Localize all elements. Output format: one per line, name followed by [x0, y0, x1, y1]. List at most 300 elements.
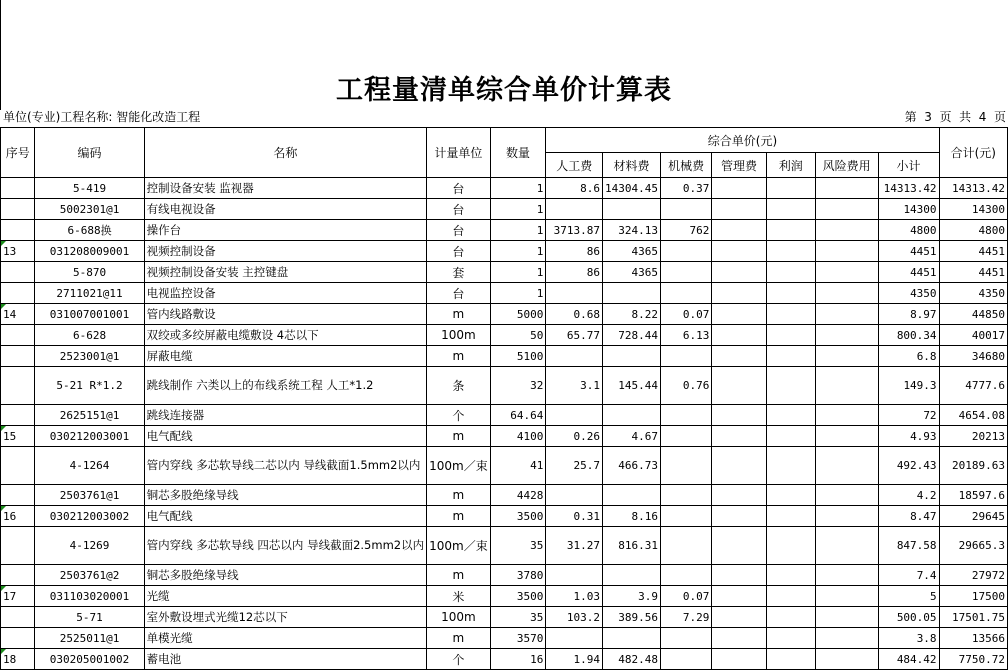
cell-code[interactable]	[35, 405, 144, 426]
cell-total[interactable]	[939, 586, 1007, 607]
table-row[interactable]	[1, 325, 1008, 346]
cell-unit[interactable]	[427, 527, 491, 565]
cell-seq[interactable]	[1, 527, 35, 565]
cell-seq[interactable]	[1, 304, 35, 325]
cell-unit[interactable]	[427, 447, 491, 485]
cell-profit[interactable]	[766, 405, 815, 426]
cell-labor[interactable]	[546, 283, 603, 304]
cell-seq[interactable]	[1, 586, 35, 607]
cell-code[interactable]	[35, 649, 144, 670]
cell-profit[interactable]	[766, 325, 815, 346]
cell-subtotal[interactable]	[878, 241, 939, 262]
cell-management[interactable]	[712, 325, 766, 346]
cell-machine[interactable]	[660, 447, 711, 485]
table-row[interactable]	[1, 447, 1008, 485]
cell-machine[interactable]	[660, 426, 711, 447]
cell-risk[interactable]	[815, 649, 878, 670]
cell-machine[interactable]	[660, 405, 711, 426]
cell-machine[interactable]	[660, 199, 711, 220]
table-row[interactable]	[1, 220, 1008, 241]
cell-management[interactable]	[712, 405, 766, 426]
cell-seq[interactable]	[1, 346, 35, 367]
cell-labor[interactable]	[546, 325, 603, 346]
cell-material[interactable]	[603, 485, 661, 506]
cell-risk[interactable]	[815, 262, 878, 283]
cell-seq[interactable]	[1, 367, 35, 405]
cell-profit[interactable]	[766, 283, 815, 304]
cell-management[interactable]	[712, 607, 766, 628]
cell-seq[interactable]	[1, 405, 35, 426]
cell-labor[interactable]	[546, 220, 603, 241]
cell-seq[interactable]	[1, 199, 35, 220]
cell-total[interactable]	[939, 283, 1007, 304]
cell-risk[interactable]	[815, 586, 878, 607]
cell-material[interactable]	[603, 565, 661, 586]
cell-profit[interactable]	[766, 220, 815, 241]
cell-quantity[interactable]	[490, 506, 546, 527]
table-row[interactable]	[1, 199, 1008, 220]
cell-name[interactable]	[144, 367, 426, 405]
cell-name[interactable]	[144, 447, 426, 485]
cell-code[interactable]	[35, 565, 144, 586]
cell-risk[interactable]	[815, 426, 878, 447]
cell-quantity[interactable]	[490, 607, 546, 628]
cell-code[interactable]	[35, 447, 144, 485]
cell-code[interactable]	[35, 262, 144, 283]
table-row[interactable]	[1, 649, 1008, 670]
cell-subtotal[interactable]	[878, 304, 939, 325]
cell-machine[interactable]	[660, 586, 711, 607]
cell-labor[interactable]	[546, 506, 603, 527]
cell-name-text: 单模光缆	[146, 630, 193, 645]
cell-labor[interactable]	[546, 426, 603, 447]
cell-profit[interactable]	[766, 586, 815, 607]
cell-quantity[interactable]	[490, 527, 546, 565]
cell-material[interactable]	[603, 304, 661, 325]
cell-machine[interactable]	[660, 506, 711, 527]
cell-machine[interactable]	[660, 565, 711, 586]
cell-unit[interactable]	[427, 367, 491, 405]
cell-seq[interactable]	[1, 628, 35, 649]
cell-risk[interactable]	[815, 304, 878, 325]
cell-code[interactable]	[35, 485, 144, 506]
cell-name[interactable]	[144, 241, 426, 262]
cell-management[interactable]	[712, 262, 766, 283]
table-row[interactable]	[1, 527, 1008, 565]
cell-unit[interactable]	[427, 325, 491, 346]
cell-quantity-text: 5000	[516, 307, 544, 321]
cell-material[interactable]	[603, 506, 661, 527]
cell-seq[interactable]	[1, 426, 35, 447]
cell-machine[interactable]	[660, 628, 711, 649]
cell-machine[interactable]	[660, 527, 711, 565]
cell-subtotal[interactable]	[878, 607, 939, 628]
cell-code[interactable]	[35, 586, 144, 607]
cell-total[interactable]	[939, 405, 1007, 426]
cell-subtotal[interactable]	[878, 527, 939, 565]
cell-machine[interactable]	[660, 649, 711, 670]
cell-name[interactable]	[144, 199, 426, 220]
cell-risk[interactable]	[815, 506, 878, 527]
cell-subtotal[interactable]	[878, 586, 939, 607]
cell-labor[interactable]	[546, 241, 603, 262]
cell-subtotal[interactable]	[878, 565, 939, 586]
cell-material[interactable]	[603, 325, 661, 346]
cell-profit[interactable]	[766, 447, 815, 485]
cell-profit[interactable]	[766, 304, 815, 325]
cell-material[interactable]	[603, 199, 661, 220]
cell-code[interactable]	[35, 220, 144, 241]
cell-management[interactable]	[712, 485, 766, 506]
cell-total[interactable]	[939, 628, 1007, 649]
cell-labor-text: 8.6	[580, 181, 600, 195]
cell-quantity[interactable]	[490, 586, 546, 607]
cell-management[interactable]	[712, 649, 766, 670]
table-row[interactable]	[1, 565, 1008, 586]
cell-name[interactable]	[144, 220, 426, 241]
cell-code[interactable]	[35, 304, 144, 325]
cell-material[interactable]	[603, 283, 661, 304]
cell-total[interactable]	[939, 304, 1007, 325]
cell-unit[interactable]	[427, 178, 491, 199]
cell-total[interactable]	[939, 485, 1007, 506]
cell-subtotal[interactable]	[878, 506, 939, 527]
cell-code[interactable]	[35, 241, 144, 262]
cell-profit[interactable]	[766, 367, 815, 405]
cell-labor[interactable]	[546, 367, 603, 405]
cell-name[interactable]	[144, 485, 426, 506]
cell-machine[interactable]	[660, 178, 711, 199]
cell-code[interactable]	[35, 628, 144, 649]
cell-subtotal[interactable]	[878, 346, 939, 367]
table-row[interactable]	[1, 607, 1008, 628]
cell-total[interactable]	[939, 262, 1007, 283]
cell-quantity[interactable]	[490, 346, 546, 367]
cell-subtotal-text: 7.4	[916, 568, 937, 582]
cell-name[interactable]	[144, 325, 426, 346]
cell-unit[interactable]	[427, 262, 491, 283]
cell-labor[interactable]	[546, 262, 603, 283]
cell-quantity[interactable]	[490, 262, 546, 283]
cell-code[interactable]	[35, 506, 144, 527]
table-row[interactable]	[1, 367, 1008, 405]
cell-total[interactable]	[939, 178, 1007, 199]
cell-subtotal[interactable]	[878, 178, 939, 199]
cell-name[interactable]	[144, 586, 426, 607]
cell-seq[interactable]	[1, 565, 35, 586]
cell-management[interactable]	[712, 426, 766, 447]
cell-labor[interactable]	[546, 304, 603, 325]
cell-unit[interactable]	[427, 649, 491, 670]
cell-unit[interactable]	[427, 199, 491, 220]
cell-material[interactable]	[603, 178, 661, 199]
cell-seq[interactable]	[1, 178, 35, 199]
cell-material[interactable]	[603, 367, 661, 405]
cell-machine[interactable]	[660, 262, 711, 283]
cell-total[interactable]	[939, 447, 1007, 485]
cell-seq[interactable]	[1, 325, 35, 346]
cell-labor[interactable]	[546, 565, 603, 586]
cell-risk[interactable]	[815, 346, 878, 367]
cell-name[interactable]	[144, 565, 426, 586]
cell-machine[interactable]	[660, 241, 711, 262]
cell-name[interactable]	[144, 527, 426, 565]
cell-unit[interactable]	[427, 241, 491, 262]
cell-management[interactable]	[712, 346, 766, 367]
cell-material[interactable]	[603, 649, 661, 670]
cell-material[interactable]	[603, 241, 661, 262]
cell-profit[interactable]	[766, 485, 815, 506]
cell-risk[interactable]	[815, 220, 878, 241]
cell-code[interactable]	[35, 607, 144, 628]
cell-material[interactable]	[603, 447, 661, 485]
cell-quantity[interactable]	[490, 405, 546, 426]
cell-labor[interactable]	[546, 199, 603, 220]
cell-labor[interactable]	[546, 628, 603, 649]
cell-quantity[interactable]	[490, 325, 546, 346]
cell-total[interactable]	[939, 346, 1007, 367]
cell-unit[interactable]	[427, 304, 491, 325]
cell-unit[interactable]	[427, 283, 491, 304]
cell-labor[interactable]	[546, 607, 603, 628]
cell-labor[interactable]	[546, 447, 603, 485]
cell-labor[interactable]	[546, 649, 603, 670]
cell-risk[interactable]	[815, 325, 878, 346]
table-row[interactable]	[1, 241, 1008, 262]
cell-name[interactable]	[144, 506, 426, 527]
cell-quantity[interactable]	[490, 199, 546, 220]
cell-quantity[interactable]	[490, 304, 546, 325]
cell-material[interactable]	[603, 346, 661, 367]
cell-seq[interactable]	[1, 241, 35, 262]
cell-risk[interactable]	[815, 283, 878, 304]
cell-quantity[interactable]	[490, 241, 546, 262]
cell-name[interactable]	[144, 178, 426, 199]
cell-subtotal[interactable]	[878, 485, 939, 506]
table-row[interactable]	[1, 405, 1008, 426]
cell-machine[interactable]	[660, 485, 711, 506]
cell-subtotal[interactable]	[878, 628, 939, 649]
table-row[interactable]	[1, 178, 1008, 199]
cell-quantity[interactable]	[490, 628, 546, 649]
cell-labor[interactable]	[546, 527, 603, 565]
cell-seq[interactable]	[1, 220, 35, 241]
cell-machine[interactable]	[660, 220, 711, 241]
cell-machine[interactable]	[660, 607, 711, 628]
cell-profit[interactable]	[766, 199, 815, 220]
cell-profit[interactable]	[766, 178, 815, 199]
cell-profit[interactable]	[766, 346, 815, 367]
cell-quantity[interactable]	[490, 283, 546, 304]
cell-subtotal[interactable]	[878, 325, 939, 346]
cell-unit[interactable]	[427, 220, 491, 241]
cell-total[interactable]	[939, 367, 1007, 405]
cell-subtotal[interactable]	[878, 199, 939, 220]
cell-subtotal[interactable]	[878, 447, 939, 485]
cell-management[interactable]	[712, 241, 766, 262]
table-row[interactable]	[1, 346, 1008, 367]
cell-subtotal[interactable]	[878, 262, 939, 283]
cell-profit[interactable]	[766, 426, 815, 447]
cell-unit[interactable]	[427, 628, 491, 649]
cell-seq[interactable]	[1, 262, 35, 283]
cell-name[interactable]	[144, 283, 426, 304]
cell-code[interactable]	[35, 178, 144, 199]
cell-profit[interactable]	[766, 565, 815, 586]
cell-unit-text: m	[452, 349, 465, 363]
cell-profit[interactable]	[766, 628, 815, 649]
cell-code[interactable]	[35, 199, 144, 220]
cell-unit[interactable]	[427, 607, 491, 628]
cell-risk[interactable]	[815, 241, 878, 262]
cell-subtotal[interactable]	[878, 649, 939, 670]
cell-unit[interactable]	[427, 426, 491, 447]
cell-unit[interactable]	[427, 565, 491, 586]
cell-total[interactable]	[939, 220, 1007, 241]
cell-unit[interactable]	[427, 506, 491, 527]
cell-profit[interactable]	[766, 649, 815, 670]
cell-total[interactable]	[939, 527, 1007, 565]
cell-subtotal[interactable]	[878, 426, 939, 447]
cell-name[interactable]	[144, 607, 426, 628]
cell-subtotal[interactable]	[878, 367, 939, 405]
cell-seq[interactable]	[1, 506, 35, 527]
table-row[interactable]	[1, 586, 1008, 607]
cell-code[interactable]	[35, 346, 144, 367]
cell-management[interactable]	[712, 304, 766, 325]
cell-total[interactable]	[939, 649, 1007, 670]
cell-material[interactable]	[603, 586, 661, 607]
cell-seq[interactable]	[1, 649, 35, 670]
cell-seq[interactable]	[1, 607, 35, 628]
cell-quantity[interactable]	[490, 367, 546, 405]
cell-machine[interactable]	[660, 283, 711, 304]
cell-total[interactable]	[939, 426, 1007, 447]
cell-profit[interactable]	[766, 506, 815, 527]
cell-profit[interactable]	[766, 527, 815, 565]
table-row[interactable]	[1, 485, 1008, 506]
table-row[interactable]	[1, 283, 1008, 304]
cell-machine-text: 6.13	[682, 328, 710, 342]
cell-machine[interactable]	[660, 325, 711, 346]
cell-quantity[interactable]	[490, 426, 546, 447]
cell-material[interactable]	[603, 405, 661, 426]
cell-code[interactable]	[35, 325, 144, 346]
cell-risk[interactable]	[815, 178, 878, 199]
cell-management[interactable]	[712, 506, 766, 527]
cell-quantity[interactable]	[490, 565, 546, 586]
cell-labor[interactable]	[546, 485, 603, 506]
cell-management[interactable]	[712, 628, 766, 649]
cell-management[interactable]	[712, 283, 766, 304]
cell-code[interactable]	[35, 426, 144, 447]
cell-material[interactable]	[603, 527, 661, 565]
cell-quantity[interactable]	[490, 649, 546, 670]
table-row[interactable]	[1, 628, 1008, 649]
cell-total[interactable]	[939, 506, 1007, 527]
cell-material[interactable]	[603, 628, 661, 649]
cell-material[interactable]	[603, 262, 661, 283]
cell-management[interactable]	[712, 447, 766, 485]
table-row[interactable]	[1, 426, 1008, 447]
cell-seq[interactable]	[1, 447, 35, 485]
cell-quantity[interactable]	[490, 220, 546, 241]
cell-risk[interactable]	[815, 405, 878, 426]
cell-code[interactable]	[35, 283, 144, 304]
cell-material[interactable]	[603, 220, 661, 241]
cell-name[interactable]	[144, 426, 426, 447]
cell-name[interactable]	[144, 628, 426, 649]
cell-profit[interactable]	[766, 262, 815, 283]
cell-risk[interactable]	[815, 527, 878, 565]
cell-subtotal[interactable]	[878, 405, 939, 426]
cell-unit[interactable]	[427, 485, 491, 506]
cell-name[interactable]	[144, 262, 426, 283]
cell-unit[interactable]	[427, 405, 491, 426]
table-row[interactable]	[1, 506, 1008, 527]
cell-total[interactable]	[939, 199, 1007, 220]
cell-machine[interactable]	[660, 367, 711, 405]
cell-material[interactable]	[603, 426, 661, 447]
cell-risk[interactable]	[815, 607, 878, 628]
cell-code[interactable]	[35, 367, 144, 405]
cell-labor[interactable]	[546, 586, 603, 607]
cell-total[interactable]	[939, 607, 1007, 628]
cell-management[interactable]	[712, 178, 766, 199]
cell-unit[interactable]	[427, 346, 491, 367]
cell-total[interactable]	[939, 565, 1007, 586]
cell-code[interactable]	[35, 527, 144, 565]
cell-risk[interactable]	[815, 565, 878, 586]
cell-risk[interactable]	[815, 367, 878, 405]
cell-name[interactable]	[144, 649, 426, 670]
cell-total[interactable]	[939, 241, 1007, 262]
cell-name[interactable]	[144, 346, 426, 367]
cell-machine[interactable]	[660, 346, 711, 367]
cell-unit[interactable]	[427, 586, 491, 607]
cell-quantity[interactable]	[490, 178, 546, 199]
cell-management[interactable]	[712, 199, 766, 220]
table-row[interactable]	[1, 262, 1008, 283]
cell-name[interactable]	[144, 405, 426, 426]
table-row[interactable]	[1, 304, 1008, 325]
cell-risk[interactable]	[815, 447, 878, 485]
cell-labor[interactable]	[546, 178, 603, 199]
cell-total[interactable]	[939, 325, 1007, 346]
cell-quantity[interactable]	[490, 447, 546, 485]
cell-seq[interactable]	[1, 283, 35, 304]
cell-subtotal[interactable]	[878, 220, 939, 241]
cell-management[interactable]	[712, 367, 766, 405]
cell-management[interactable]	[712, 527, 766, 565]
cell-seq[interactable]	[1, 485, 35, 506]
cell-management[interactable]	[712, 565, 766, 586]
cell-profit[interactable]	[766, 241, 815, 262]
cell-labor[interactable]	[546, 346, 603, 367]
cell-profit[interactable]	[766, 607, 815, 628]
cell-labor[interactable]	[546, 405, 603, 426]
cell-management[interactable]	[712, 586, 766, 607]
cell-machine[interactable]	[660, 304, 711, 325]
cell-name[interactable]	[144, 304, 426, 325]
cell-risk[interactable]	[815, 199, 878, 220]
cell-risk[interactable]	[815, 485, 878, 506]
cell-quantity[interactable]	[490, 485, 546, 506]
cell-risk[interactable]	[815, 628, 878, 649]
cell-subtotal[interactable]	[878, 283, 939, 304]
cell-material[interactable]	[603, 607, 661, 628]
cell-management[interactable]	[712, 220, 766, 241]
